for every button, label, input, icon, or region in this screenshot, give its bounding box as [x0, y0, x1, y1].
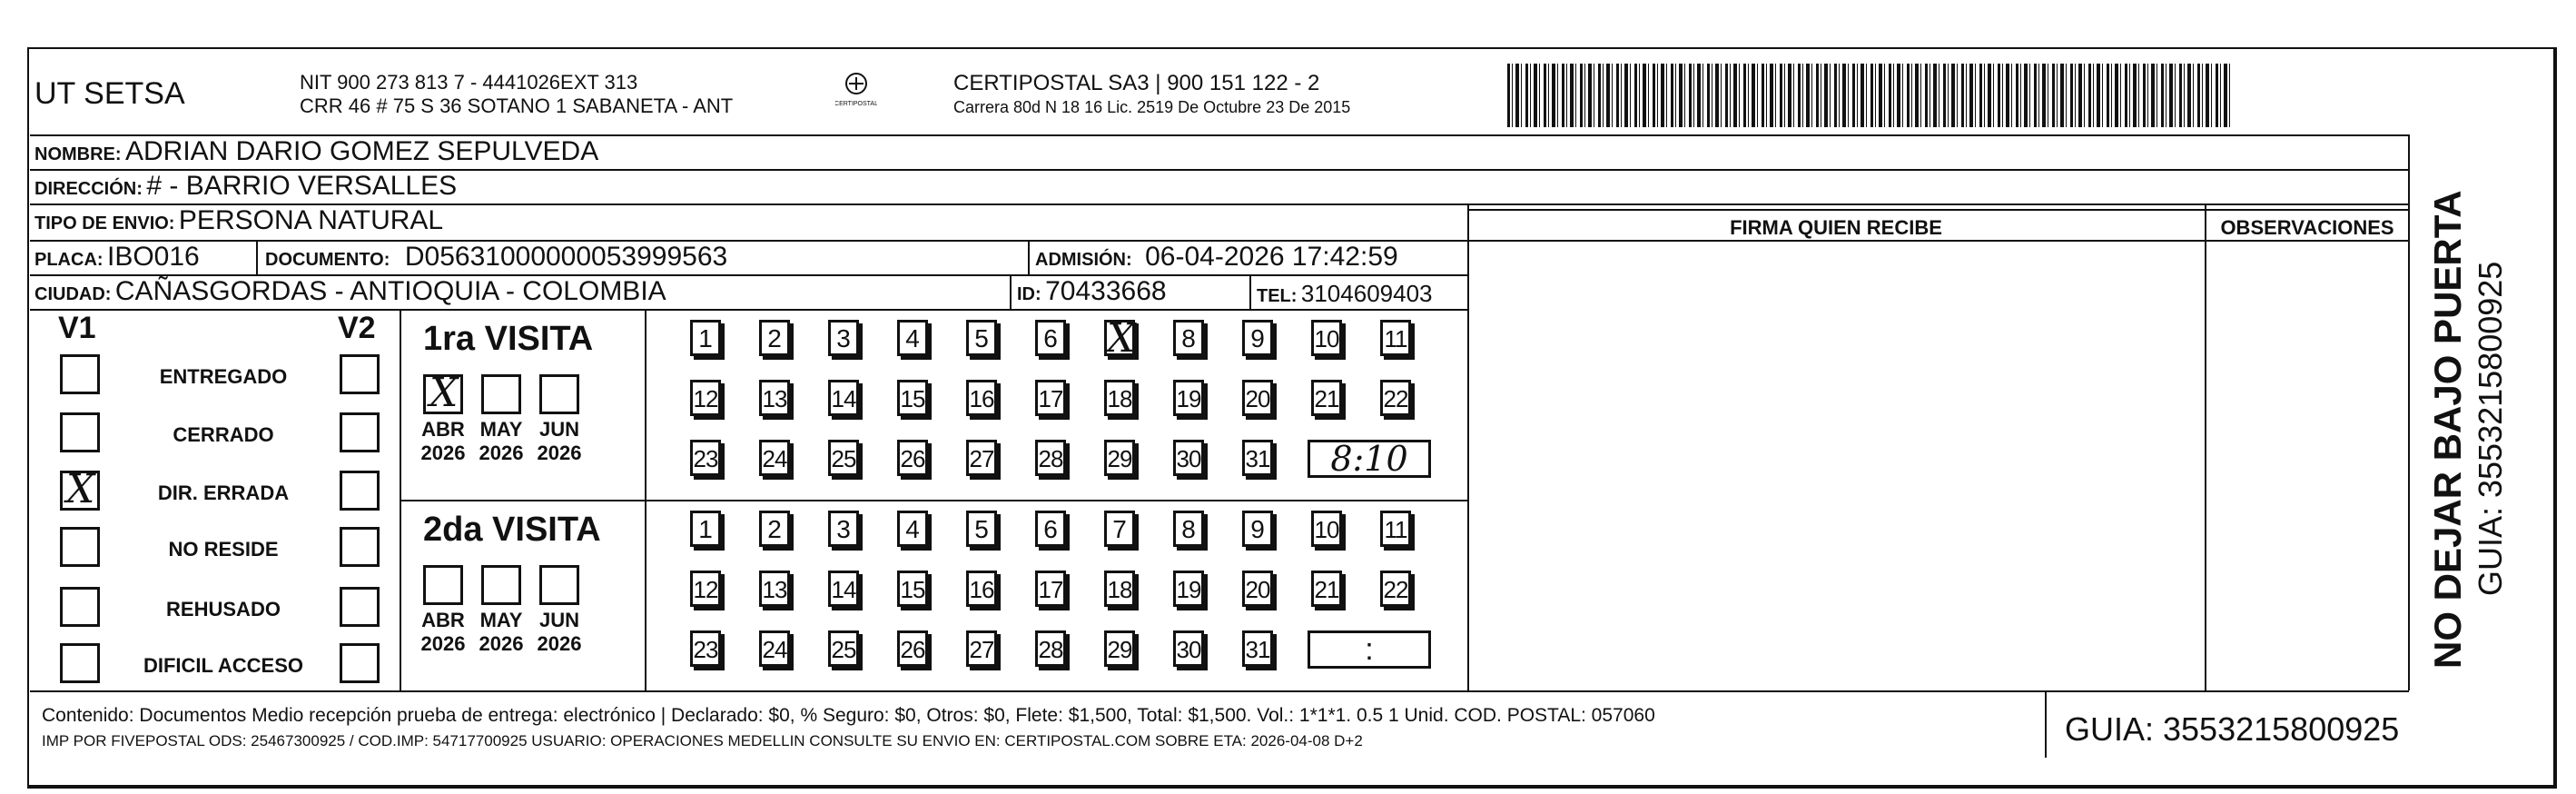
first-visit-day-box[interactable]: 15 — [897, 380, 928, 416]
admision-row: ADMISIÓN: 06-04-2026 17:42:59 — [1035, 242, 1398, 272]
company-name: UT SETSA — [35, 76, 185, 111]
first-visit-month-label: ABR — [421, 418, 465, 441]
v2-checkbox[interactable] — [340, 412, 380, 452]
second-visit-day-box[interactable]: 7 — [1104, 511, 1135, 547]
first-visit-day-box[interactable]: 30 — [1173, 440, 1204, 476]
v1-checkbox[interactable] — [60, 412, 100, 452]
second-visit-day-box[interactable]: 20 — [1242, 571, 1273, 607]
carrier-sub: Carrera 80d N 18 16 Lic. 2519 De Octubre 23 De 2015 — [953, 98, 1351, 116]
footer-print-info: IMP POR FIVEPOSTAL ODS: 25467300925 / COD.IMP: 54717700925 USUARIO: OPERACIONES MEDELLIN CONSULTE SU ENVIO EN: CERTIPOSTAL.COM SOBRE ETA: 2026-04-08 D+2 — [42, 732, 1363, 749]
second-visit-day-box[interactable]: 4 — [897, 511, 928, 547]
v2-checkbox[interactable] — [340, 587, 380, 627]
first-visit-day-box[interactable]: 1 — [690, 320, 721, 356]
id-row: ID: 70433668 — [1017, 276, 1167, 306]
second-visit-day-box[interactable]: 1 — [690, 511, 721, 547]
ciudad-value: CAÑASGORDAS - ANTIOQUIA - COLOMBIA — [114, 276, 666, 306]
second-visit-month-year: 2026 — [420, 632, 466, 655]
second-visit-day-box[interactable]: 21 — [1311, 571, 1342, 607]
status-label: NO RESIDE — [168, 538, 279, 561]
second-visit-day-box[interactable]: 27 — [966, 630, 997, 667]
first-visit-day-box[interactable]: 31 — [1242, 440, 1273, 476]
first-visit-month-box[interactable] — [539, 374, 579, 414]
v1-checkbox[interactable] — [60, 587, 100, 627]
first-visit-day-box[interactable]: 5 — [966, 320, 997, 356]
first-visit-day-box[interactable]: 12 — [690, 380, 721, 416]
admision-value: 06-04-2026 17:42:59 — [1145, 242, 1398, 272]
second-visit-day-box[interactable]: 28 — [1035, 630, 1066, 667]
second-visit-day-box[interactable]: 12 — [690, 571, 721, 607]
first-visit-day-box[interactable]: 4 — [897, 320, 928, 356]
first-visit-day-box[interactable]: 18 — [1104, 380, 1135, 416]
v1-checkbox[interactable] — [60, 466, 100, 512]
first-visit-day-box[interactable]: 17 — [1035, 380, 1066, 416]
observaciones-label: OBSERVACIONES — [2220, 216, 2394, 239]
first-visit-month-label: MAY — [479, 418, 523, 441]
second-visit-day-box[interactable]: 19 — [1173, 571, 1204, 607]
documento-value: D05631000000053999563 — [404, 242, 728, 272]
first-visit-day-box[interactable]: 14 — [828, 380, 859, 416]
status-label: DIFICIL ACCESO — [143, 654, 303, 677]
first-visit-day-box[interactable]: 22 — [1380, 380, 1411, 416]
second-visit-month-box[interactable] — [423, 565, 463, 605]
side-guia: GUIA: 3553215800925 — [2472, 261, 2509, 596]
tel-value: 3104609403 — [1300, 280, 1433, 307]
svg-text:CERTIPOSTAL: CERTIPOSTAL — [835, 101, 877, 107]
second-visit-day-box[interactable]: 18 — [1104, 571, 1135, 607]
second-visit-month-label: JUN — [538, 609, 579, 631]
first-visit-month-year: 2026 — [420, 442, 466, 464]
first-visit-month-label: JUN — [538, 418, 579, 441]
second-visit-day-box[interactable]: 14 — [828, 571, 859, 607]
first-visit-day-box[interactable]: 21 — [1311, 380, 1342, 416]
second-visit-month-box[interactable] — [481, 565, 521, 605]
second-visit-day-box[interactable]: 6 — [1035, 511, 1066, 547]
first-visit-day-box[interactable]: 23 — [690, 440, 721, 476]
status-label: CERRADO — [173, 423, 274, 446]
second-visit-month-label: ABR — [421, 609, 465, 631]
second-visit-month-year: 2026 — [537, 632, 582, 655]
first-visit-day-box[interactable]: 16 — [966, 380, 997, 416]
first-visit-day-box[interactable]: 3 — [828, 320, 859, 356]
second-visit-day-box[interactable]: 2 — [759, 511, 790, 547]
second-visit-day-box[interactable]: 26 — [897, 630, 928, 667]
first-visit-title: 1ra VISITA — [423, 320, 594, 358]
second-visit-day-box[interactable]: 15 — [897, 571, 928, 607]
second-visit-day-box[interactable]: 29 — [1104, 630, 1135, 667]
tel-row: TEL: 3104609403 — [1257, 280, 1433, 307]
nombre-value: ADRIAN DARIO GOMEZ SEPULVEDA — [125, 136, 599, 166]
second-visit-day-box[interactable]: 13 — [759, 571, 790, 607]
first-visit-day-box[interactable]: 26 — [897, 440, 928, 476]
second-visit-title: 2da VISITA — [423, 511, 601, 549]
v2-label: V2 — [338, 311, 376, 345]
placa-value: IBO016 — [107, 242, 200, 272]
second-visit-day-box[interactable]: 23 — [690, 630, 721, 667]
second-visit-day-box[interactable]: 11 — [1380, 511, 1411, 547]
nombre-row: NOMBRE: ADRIAN DARIO GOMEZ SEPULVEDA — [35, 136, 599, 166]
second-visit-month-box[interactable] — [539, 565, 579, 605]
side-warning: NO DEJAR BAJO PUERTA — [2426, 190, 2469, 669]
second-visit-day-box[interactable]: 16 — [966, 571, 997, 607]
second-visit-day-box[interactable]: 17 — [1035, 571, 1066, 607]
first-visit-day-box[interactable]: 8 — [1173, 320, 1204, 356]
second-visit-day-box[interactable]: 10 — [1311, 511, 1342, 547]
id-value: 70433668 — [1045, 276, 1167, 306]
first-visit-day-box[interactable]: 6 — [1035, 320, 1066, 356]
v2-checkbox[interactable] — [340, 471, 380, 511]
firma-area[interactable] — [1469, 242, 2203, 689]
first-visit-day-box[interactable]: 24 — [759, 440, 790, 476]
first-visit-day-box[interactable]: 20 — [1242, 380, 1273, 416]
second-visit-month-year: 2026 — [479, 632, 524, 655]
second-visit-day-box[interactable]: 31 — [1242, 630, 1273, 667]
first-visit-month-box[interactable] — [481, 374, 521, 414]
v2-checkbox[interactable] — [340, 354, 380, 394]
direccion-row: DIRECCIÓN: # - BARRIO VERSALLES — [35, 171, 458, 201]
first-visit-day-box[interactable]: 9 — [1242, 320, 1273, 356]
v2-checkbox[interactable] — [340, 527, 380, 567]
ciudad-row: CIUDAD: CAÑASGORDAS - ANTIOQUIA - COLOMBIA — [35, 276, 666, 306]
v1-checkbox[interactable] — [60, 643, 100, 683]
second-visit-day-box[interactable]: 9 — [1242, 511, 1273, 547]
address-line: CRR 46 # 75 S 36 SOTANO 1 SABANETA - ANT — [300, 94, 734, 117]
first-visit-day-box[interactable]: 27 — [966, 440, 997, 476]
nit-line: NIT 900 273 813 7 - 4441026EXT 313 — [300, 71, 638, 94]
direccion-value: # - BARRIO VERSALLES — [146, 171, 458, 201]
tipo-row: TIPO DE ENVIO: PERSONA NATURAL — [35, 205, 444, 235]
first-visit-month-year: 2026 — [537, 442, 582, 464]
status-label: DIR. ERRADA — [157, 481, 290, 504]
observaciones-area[interactable] — [2206, 242, 2406, 689]
first-visit-day-box[interactable]: 10 — [1311, 320, 1342, 356]
footer-content: Contenido: Documentos Medio recepción prueba de entrega: electrónico | Declarado: $0, % Seguro: $0, Otros: $0, Flete: $1,500, Total: $1,500. Vol.: 1*1*1. 0.5 1 Unid. COD. POSTAL: 057060 — [42, 705, 1655, 726]
second-visit-time-box[interactable]: : — [1308, 630, 1431, 669]
status-label: ENTREGADO — [159, 365, 288, 388]
second-visit-day-box[interactable]: 25 — [828, 630, 859, 667]
first-visit-day-box[interactable]: X — [1104, 320, 1135, 356]
first-visit-day-box[interactable]: 29 — [1104, 440, 1135, 476]
status-label: REHUSADO — [166, 598, 281, 620]
v1-label: V1 — [58, 311, 96, 345]
first-visit-day-box[interactable]: 25 — [828, 440, 859, 476]
first-visit-day-box[interactable]: 19 — [1173, 380, 1204, 416]
first-visit-day-box[interactable]: 28 — [1035, 440, 1066, 476]
carrier-line: CERTIPOSTAL SA3 | 900 151 122 - 2 — [953, 71, 1320, 95]
check-mark: X — [429, 370, 459, 416]
second-visit-day-box[interactable]: 22 — [1380, 571, 1411, 607]
second-visit-day-box[interactable]: 24 — [759, 630, 790, 667]
second-visit-day-box[interactable]: 8 — [1173, 511, 1204, 547]
first-visit-time-box[interactable]: 8:10 — [1308, 440, 1431, 478]
v1-checkbox[interactable] — [60, 527, 100, 567]
second-visit-day-box[interactable]: 30 — [1173, 630, 1204, 667]
tipo-value: PERSONA NATURAL — [178, 205, 444, 235]
second-visit-day-box[interactable]: 3 — [828, 511, 859, 547]
documento-row: DOCUMENTO: D05631000000053999563 — [265, 242, 728, 272]
check-mark: X — [66, 466, 95, 512]
second-visit-day-box[interactable]: 5 — [966, 511, 997, 547]
second-visit-month-label: MAY — [479, 609, 523, 631]
v2-checkbox[interactable] — [340, 643, 380, 683]
first-visit-month-box[interactable] — [423, 370, 463, 416]
placa-row: PLACA: IBO016 — [35, 242, 200, 272]
first-visit-day-box[interactable]: 2 — [759, 320, 790, 356]
footer-guia: GUIA: 3553215800925 — [2065, 710, 2400, 748]
first-visit-day-box[interactable]: 13 — [759, 380, 790, 416]
first-visit-month-year: 2026 — [479, 442, 524, 464]
v1-checkbox[interactable] — [60, 354, 100, 394]
first-visit-day-box[interactable]: 11 — [1380, 320, 1411, 356]
firma-label: FIRMA QUIEN RECIBE — [1730, 216, 1942, 239]
